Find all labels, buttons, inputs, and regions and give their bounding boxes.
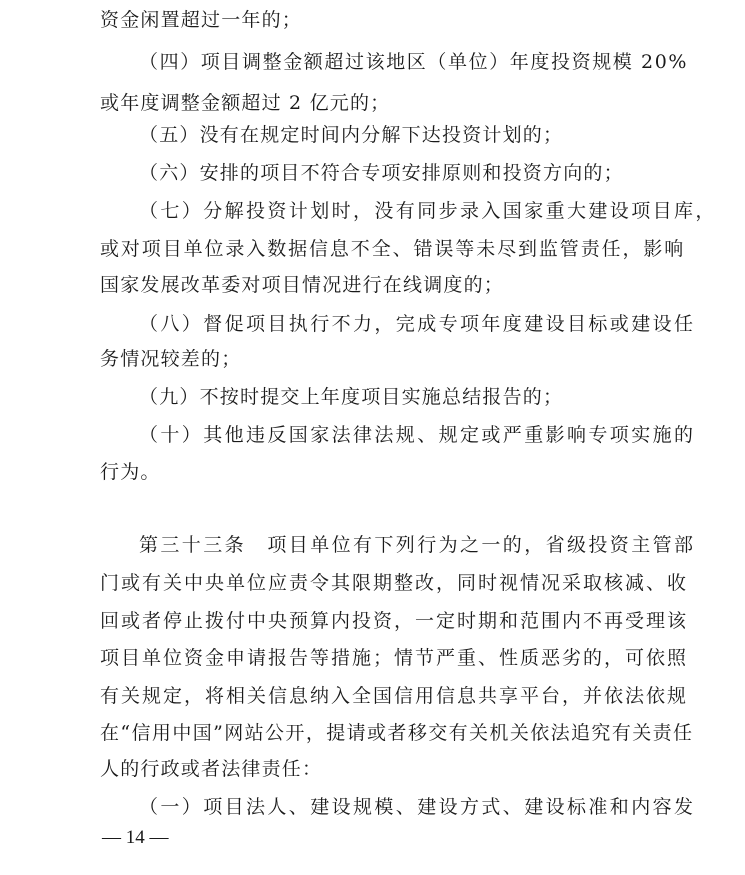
text-line bbox=[0, 121, 745, 149]
text-line bbox=[0, 458, 745, 486]
text-line bbox=[0, 89, 745, 117]
text-line bbox=[0, 197, 745, 225]
text-line bbox=[0, 6, 745, 34]
line-text: 国家发展改革委对项目情况进行在线调度的； bbox=[100, 274, 505, 296]
text-line bbox=[0, 607, 745, 635]
text-line bbox=[0, 159, 745, 187]
line-text: 第三十三条 项目单位有下列行为之一的，省级投资主管部 bbox=[139, 534, 696, 556]
text-line bbox=[0, 531, 745, 559]
text-line bbox=[0, 569, 745, 597]
text-line bbox=[0, 345, 745, 373]
text-line bbox=[0, 271, 745, 299]
line-text: 门或有关中央单位应责令其限期整改，同时视情况采取核减、收 bbox=[100, 572, 689, 594]
text-line bbox=[0, 682, 745, 710]
text-line bbox=[0, 383, 745, 411]
line-text: 有关规定，将相关信息纳入全国信用信息共享平台，并依法依规 bbox=[100, 685, 689, 707]
page-number: — 14 — bbox=[102, 827, 169, 848]
line-text: 回或者停止拨付中央预算内投资，一定时期和范围内不再受理该 bbox=[100, 610, 689, 632]
line-text: （十）其他违反国家法律法规、规定或严重影响专项实施的 bbox=[139, 424, 696, 446]
text-line bbox=[0, 310, 745, 338]
line-text: （九）不按时提交上年度项目实施总结报告的； bbox=[139, 386, 564, 408]
line-text: 项目单位资金申请报告等措施；情节严重、性质恶劣的，可依照 bbox=[100, 647, 689, 669]
text-line bbox=[0, 644, 745, 672]
line-text: 人的行政或者法律责任： bbox=[100, 758, 323, 780]
line-text: 或对项目单位录入数据信息不全、错误等未尽到监管责任，影响 bbox=[100, 238, 686, 260]
line-text: （四）项目调整金额超过该地区（单位）年度投资规模 20% bbox=[139, 51, 689, 73]
text-line bbox=[0, 755, 745, 783]
line-text: 行为。 bbox=[100, 461, 161, 483]
line-text: （八）督促项目执行不力，完成专项年度建设目标或建设任 bbox=[139, 313, 696, 335]
text-line bbox=[0, 793, 745, 821]
text-line bbox=[0, 235, 745, 263]
line-text: 务情况较差的； bbox=[100, 348, 242, 370]
line-text: 在“信用中国”网站公开，提请或者移交有关机关依法追究有关责任 bbox=[100, 722, 694, 744]
line-text: （一）项目法人、建设规模、建设方式、建设标准和内容发 bbox=[139, 796, 696, 818]
line-text: 或年度调整金额超过 2 亿元的； bbox=[100, 92, 391, 114]
line-text: 资金闲置超过一年的； bbox=[100, 9, 303, 31]
text-line bbox=[0, 719, 745, 747]
line-text: （五）没有在规定时间内分解下达投资计划的； bbox=[139, 124, 564, 146]
line-text: （六）安排的项目不符合专项安排原则和投资方向的； bbox=[139, 162, 624, 184]
text-line bbox=[0, 421, 745, 449]
text-line bbox=[0, 48, 745, 76]
line-text: （七）分解投资计划时，没有同步录入国家重大建设项目库， bbox=[139, 200, 717, 222]
